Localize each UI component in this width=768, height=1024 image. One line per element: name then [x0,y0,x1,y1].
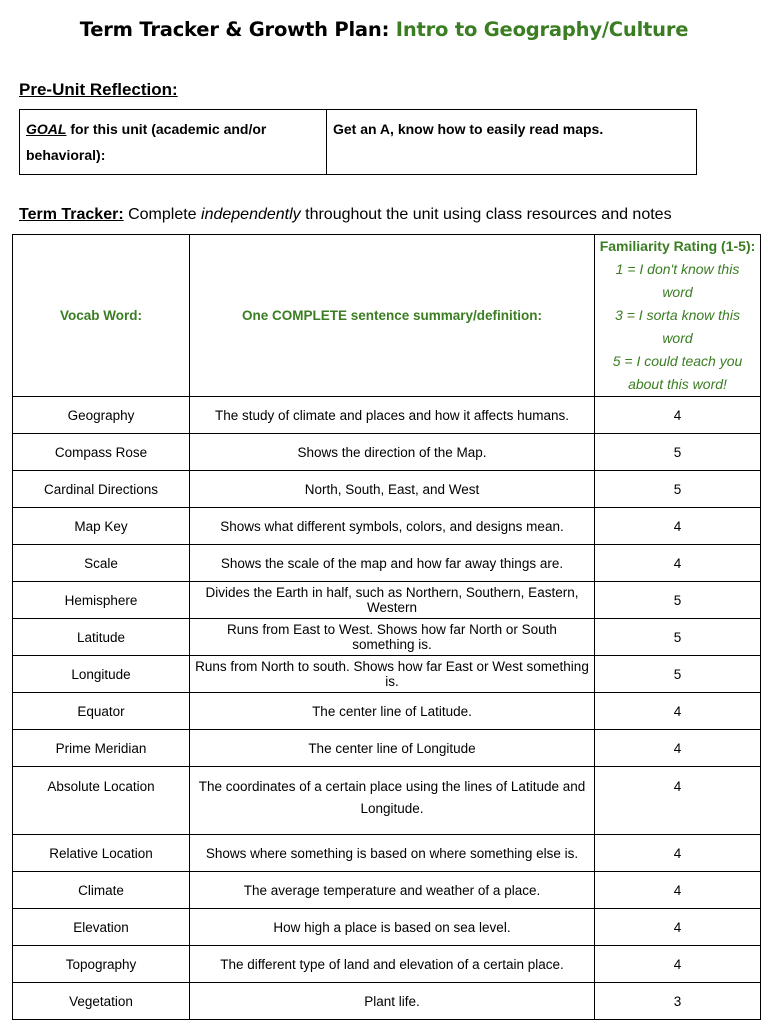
rating-cell[interactable]: 5 [595,582,761,619]
vocab-word-cell[interactable]: Cardinal Directions [13,471,190,508]
table-row [13,767,761,835]
vocab-word-cell[interactable]: Longitude [13,656,190,693]
rating-title: Familiarity Rating (1-5): [599,238,756,254]
vocab-word-cell[interactable]: Relative Location [13,835,190,872]
page-title [0,18,768,41]
header-rating [595,235,761,397]
definition-cell[interactable]: The different type of land and elevation of a certain place. [190,946,595,983]
rating-cell[interactable]: 4 [595,872,761,909]
table-row [13,730,761,767]
table-row [13,909,761,946]
table-row [13,619,761,656]
rating-cell[interactable]: 4 [595,835,761,872]
rating-cell[interactable]: 5 [595,656,761,693]
goal-table [19,109,697,175]
vocab-word-cell[interactable]: Vegetation [13,983,190,1020]
term-tracker-instructions [19,206,672,224]
rating-cell[interactable]: 4 [595,508,761,545]
vocab-word-cell[interactable]: Elevation [13,909,190,946]
definition-cell[interactable]: The center line of Latitude. [190,693,595,730]
goal-answer-cell[interactable] [327,110,697,175]
definition-cell[interactable]: The coordinates of a certain place using the lines of Latitude and Longitude. [190,767,595,835]
rating-cell[interactable]: 5 [595,619,761,656]
table-row [13,983,761,1020]
goal-answer: Get an A, know how to easily read maps. [333,121,604,137]
vocab-word-cell[interactable]: Latitude [13,619,190,656]
table-row [13,872,761,909]
vocab-word-cell[interactable]: Scale [13,545,190,582]
definition-cell[interactable]: Shows where something is based on where something else is. [190,835,595,872]
definition-cell[interactable]: Shows what different symbols, colors, and designs mean. [190,508,595,545]
title-subject: Intro to Geography/Culture [395,18,689,41]
table-row [13,508,761,545]
goal-row [20,110,697,175]
rating-cell[interactable]: 5 [595,471,761,508]
rating-cell[interactable]: 4 [595,693,761,730]
definition-cell[interactable]: Shows the direction of the Map. [190,434,595,471]
term-table [12,234,761,1020]
definition-cell[interactable]: The study of climate and places and how it affects humans. [190,397,595,434]
rating-scale-1: 1 = I don't know this word [615,261,740,300]
rating-cell[interactable]: 4 [595,909,761,946]
vocab-word-cell[interactable]: Equator [13,693,190,730]
table-row [13,397,761,434]
tracker-text-after: throughout the unit using class resources and notes [300,206,672,223]
vocab-word-cell[interactable]: Topography [13,946,190,983]
definition-cell[interactable]: Runs from North to south. Shows how far East or West something is. [190,656,595,693]
goal-label-text: for this unit (academic and/or behavioral): [26,121,267,163]
vocab-word-cell[interactable]: Geography [13,397,190,434]
table-row [13,582,761,619]
header-summary: One COMPLETE sentence summary/definition: [190,235,595,397]
table-row [13,693,761,730]
definition-cell[interactable]: North, South, East, and West [190,471,595,508]
table-row [13,656,761,693]
rating-cell[interactable]: 5 [595,434,761,471]
rating-scale-3: 3 = I sorta know this word [615,307,740,346]
vocab-word-cell[interactable]: Absolute Location [13,767,190,835]
vocab-word-cell[interactable]: Compass Rose [13,434,190,471]
vocab-word-cell[interactable]: Map Key [13,508,190,545]
table-row [13,835,761,872]
vocab-word-cell[interactable]: Climate [13,872,190,909]
goal-label-cell [20,110,327,175]
header-vocab: Vocab Word: [13,235,190,397]
vocab-word-cell[interactable]: Hemisphere [13,582,190,619]
vocab-word-cell[interactable]: Prime Meridian [13,730,190,767]
definition-cell[interactable]: Runs from East to West. Shows how far North or South something is. [190,619,595,656]
rating-cell[interactable]: 4 [595,730,761,767]
definition-cell[interactable]: Shows the scale of the map and how far away things are. [190,545,595,582]
rating-cell[interactable]: 4 [595,767,761,835]
table-row [13,471,761,508]
tracker-text-italic: independently [201,206,301,223]
table-row [13,946,761,983]
definition-cell[interactable]: Plant life. [190,983,595,1020]
definition-cell[interactable]: How high a place is based on sea level. [190,909,595,946]
rating-cell[interactable]: 3 [595,983,761,1020]
rating-cell[interactable]: 4 [595,946,761,983]
definition-cell[interactable]: Divides the Earth in half, such as Northern, Southern, Eastern, Western [190,582,595,619]
rating-cell[interactable]: 4 [595,545,761,582]
table-row [13,545,761,582]
table-row [13,434,761,471]
title-main: Term Tracker & Growth Plan: [79,18,390,41]
table-header-row [13,235,761,397]
rating-cell[interactable]: 4 [595,397,761,434]
definition-cell[interactable]: The center line of Longitude [190,730,595,767]
definition-cell[interactable]: The average temperature and weather of a place. [190,872,595,909]
pre-unit-heading: Pre-Unit Reflection: [19,80,178,99]
goal-label-emphasis: GOAL [26,121,67,137]
term-tracker-label: Term Tracker: [19,206,124,223]
rating-scale-5: 5 = I could teach you about this word! [612,353,743,392]
tracker-text-before: Complete [123,206,202,223]
